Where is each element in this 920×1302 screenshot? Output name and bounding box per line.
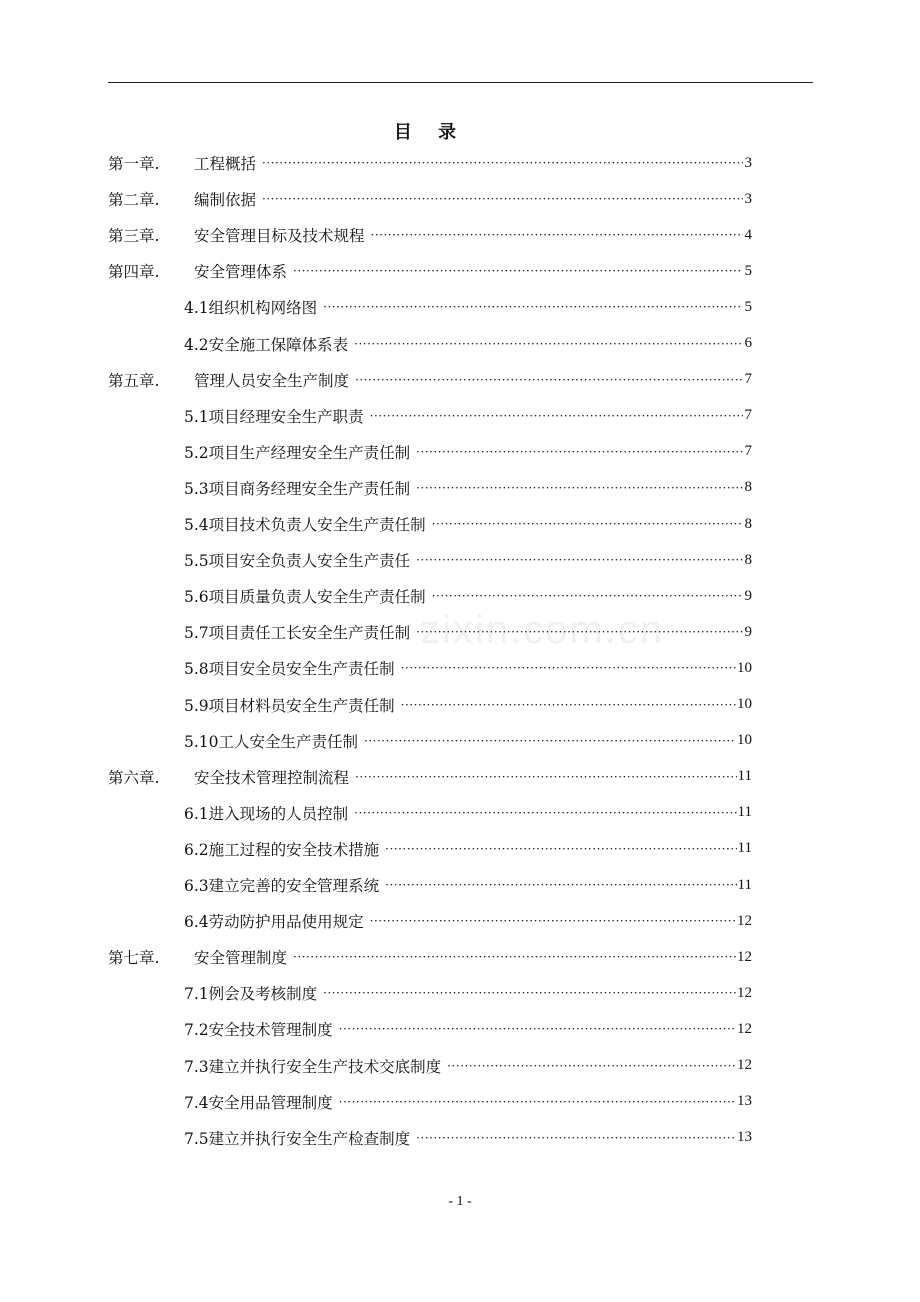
toc-entry-text: 6.2施工过程的安全技术措施	[184, 840, 380, 859]
toc-entry-label	[184, 621, 410, 643]
toc-entry-text: 7.3建立并执行安全生产技术交底制度	[184, 1057, 442, 1076]
toc-entry-label	[108, 260, 287, 282]
toc-entry-text: 7.1例会及考核制度	[184, 985, 318, 1004]
toc-entry-label	[184, 1018, 333, 1040]
toc-entry-text: 7.5建立并执行安全生产检查制度	[184, 1129, 411, 1148]
toc-leader-dots	[262, 184, 743, 214]
toc-entry-text: 7.2安全技术管理制度	[184, 1021, 333, 1040]
toc-chapter-entry[interactable]	[108, 942, 752, 972]
toc-leader-dots	[293, 256, 743, 286]
toc-leader-dots	[416, 545, 743, 575]
toc-page-number: 9	[744, 623, 752, 640]
toc-leader-dots	[385, 870, 736, 900]
toc-section-entry[interactable]	[184, 545, 752, 575]
toc-page-number: 8	[744, 551, 752, 568]
toc-page-number: 10	[737, 696, 752, 712]
page-number: - 1 -	[448, 1194, 472, 1209]
toc-page-number: 3	[744, 154, 752, 171]
toc-page-number: 11	[737, 876, 752, 893]
toc-leader-dots	[339, 1014, 736, 1044]
toc-entry-text: 编制依据	[194, 191, 257, 210]
toc-section-entry[interactable]	[184, 509, 752, 539]
toc-entry-label	[184, 477, 410, 499]
toc-page-number: 12	[737, 912, 752, 929]
toc-page-number: 7	[744, 371, 752, 388]
toc-section-entry[interactable]	[184, 978, 752, 1008]
toc-page-number: 7	[744, 443, 752, 460]
toc-section-entry[interactable]	[184, 1014, 752, 1044]
toc-entry-label	[184, 694, 395, 716]
toc-entry-label	[184, 802, 348, 824]
toc-entry-text: 5.10工人安全生产责任制	[184, 732, 359, 751]
toc-page-number: 10	[737, 732, 752, 749]
toc-page-number: 12	[737, 1020, 752, 1037]
toc-entry-text: 工程概括	[194, 155, 257, 173]
toc-leader-dots	[401, 690, 736, 720]
toc-page-number: 5	[744, 262, 752, 279]
toc-entry-text: 安全技术管理控制流程	[194, 768, 350, 787]
toc-section-entry[interactable]	[184, 1123, 752, 1153]
toc-section-entry[interactable]	[184, 617, 752, 647]
toc-entry-label	[108, 188, 256, 210]
toc-section-entry[interactable]	[184, 653, 752, 683]
toc-chapter-number: 第六章.	[108, 768, 160, 787]
header-rule	[108, 82, 813, 83]
toc-entry-text: 5.2项目生产经理安全生产责任制	[184, 443, 411, 462]
toc-entry-label	[184, 838, 379, 860]
toc-leader-dots	[432, 581, 743, 611]
watermark: zixin.com.cn	[420, 608, 665, 652]
toc-entry-text: 7.4安全用品管理制度	[184, 1093, 333, 1112]
toc-leader-dots	[323, 292, 743, 322]
toc-chapter-number: 第二章.	[108, 191, 160, 210]
toc-chapter-number: 第四章.	[108, 263, 160, 282]
toc-entry-label	[184, 513, 426, 535]
toc-entry-text: 5.9项目材料员安全生产责任制	[184, 696, 395, 715]
toc-chapter-entry[interactable]	[108, 184, 752, 214]
toc-section-entry[interactable]	[184, 437, 752, 467]
toc-page-number: 7	[744, 407, 752, 424]
toc-leader-dots	[355, 365, 743, 395]
toc-entry-text: 安全管理制度	[194, 949, 288, 968]
toc-section-entry[interactable]	[184, 798, 752, 828]
toc-entry-label	[184, 1127, 410, 1149]
toc-leader-dots	[416, 473, 743, 503]
toc-entry-text: 管理人员安全生产制度	[194, 371, 350, 390]
toc-entry-label	[184, 730, 358, 752]
toc-entry-text: 5.4项目技术负责人安全生产责任制	[184, 516, 426, 534]
toc-leader-dots	[293, 942, 736, 972]
toc-section-entry[interactable]	[184, 834, 752, 864]
toc-leader-dots	[370, 906, 736, 936]
toc-page-number: 10	[737, 659, 752, 676]
toc-entry-text: 6.1进入现场的人员控制	[184, 804, 349, 823]
toc-entry-label	[184, 1055, 441, 1077]
toc-chapter-number: 第五章.	[108, 371, 160, 390]
toc-entry-label	[184, 333, 348, 355]
toc-leader-dots	[432, 509, 743, 539]
toc-leader-dots	[370, 401, 743, 431]
toc-entry-text: 4.2安全施工保障体系表	[184, 335, 349, 354]
toc-leader-dots	[323, 978, 736, 1008]
toc-entry-label	[108, 152, 256, 174]
toc-chapter-number: 第一章.	[108, 155, 160, 173]
toc-page-number: 4	[744, 226, 752, 243]
toc-page-number: 8	[744, 515, 752, 532]
toc-page-number: 12	[737, 1057, 752, 1073]
toc-section-entry[interactable]	[184, 401, 752, 431]
toc-page-number: 13	[737, 1129, 752, 1146]
toc-section-entry[interactable]	[184, 329, 752, 359]
toc-leader-dots	[354, 798, 736, 828]
toc-entry-label	[184, 657, 395, 679]
toc-page-number: 3	[744, 190, 752, 207]
toc-leader-dots	[371, 220, 743, 250]
toc-entry-label	[184, 1091, 333, 1113]
toc-page-number: 9	[744, 587, 752, 604]
toc-leader-dots	[355, 762, 737, 792]
toc-chapter-entry[interactable]	[108, 220, 752, 250]
toc-entry-label	[108, 224, 365, 246]
toc-entry-text: 5.5项目安全负责人安全生产责任	[184, 552, 411, 571]
toc-page-number: 11	[737, 840, 752, 857]
toc-entry-text: 5.7项目责任工长安全生产责任制	[184, 624, 411, 643]
toc-chapter-entry[interactable]	[108, 256, 752, 286]
toc-leader-dots	[416, 437, 743, 467]
toc-entry-label	[184, 910, 364, 932]
toc-leader-dots	[416, 1123, 736, 1153]
toc-entry-text: 4.1组织机构网络图	[184, 299, 318, 318]
toc-entry-label	[108, 946, 287, 968]
toc-leader-dots	[385, 834, 736, 864]
toc-page-number: 12	[737, 984, 752, 1001]
toc-page-number: 6	[744, 335, 752, 351]
toc-leader-dots	[447, 1051, 736, 1081]
toc-entry-label	[184, 296, 317, 318]
toc-section-entry[interactable]	[184, 870, 752, 900]
toc-entry-text: 5.1项目经理安全生产职责	[184, 407, 364, 426]
toc-section-entry[interactable]	[184, 581, 752, 611]
toc-leader-dots	[262, 148, 743, 178]
toc-chapter-number: 第三章.	[108, 227, 160, 246]
toc-section-entry[interactable]	[184, 726, 752, 756]
toc-section-entry[interactable]	[184, 690, 752, 720]
toc-entry-label	[184, 982, 317, 1004]
toc-section-entry[interactable]	[184, 473, 752, 503]
toc-entry-label	[108, 766, 349, 788]
toc-entry-text: 6.4劳动防护用品使用规定	[184, 913, 364, 932]
toc-chapter-entry[interactable]	[108, 365, 752, 395]
toc-page-number: 8	[744, 479, 752, 496]
toc-page-number: 13	[737, 1093, 752, 1110]
toc-section-entry[interactable]	[184, 906, 752, 936]
toc-entry-text: 5.3项目商务经理安全生产责任制	[184, 479, 411, 498]
toc-page-number: 12	[737, 948, 752, 965]
toc-entry-label	[184, 874, 379, 896]
toc-chapter-entry[interactable]	[108, 148, 752, 178]
toc-section-entry[interactable]	[184, 1051, 752, 1081]
toc-leader-dots	[354, 329, 743, 359]
toc-title: 目 录	[393, 122, 467, 143]
toc-entry-text: 5.8项目安全员安全生产责任制	[184, 660, 395, 679]
toc-leader-dots	[416, 617, 743, 647]
toc-entry-label	[184, 441, 410, 463]
toc-entry-label	[184, 405, 364, 427]
toc-entry-text: 安全管理目标及技术规程	[194, 227, 365, 246]
toc-leader-dots	[364, 726, 736, 756]
toc-section-entry[interactable]	[184, 292, 752, 322]
toc-entry-text: 6.3建立完善的安全管理系统	[184, 877, 380, 895]
toc-chapter-number: 第七章.	[108, 949, 160, 968]
toc-chapter-entry[interactable]	[108, 762, 752, 792]
toc-entry-label	[184, 585, 426, 607]
toc-entry-text: 5.6项目质量负责人安全生产责任制	[184, 588, 426, 607]
toc-entry-label	[108, 369, 349, 391]
toc-leader-dots	[401, 653, 736, 683]
toc-page-number: 5	[744, 298, 752, 315]
toc-page-number: 11	[737, 768, 752, 785]
toc-leader-dots	[339, 1087, 736, 1117]
toc-section-entry[interactable]	[184, 1087, 752, 1117]
toc-entry-text: 安全管理体系	[194, 263, 288, 282]
toc-entry-label	[184, 549, 410, 571]
toc-page-number: 11	[737, 804, 752, 821]
